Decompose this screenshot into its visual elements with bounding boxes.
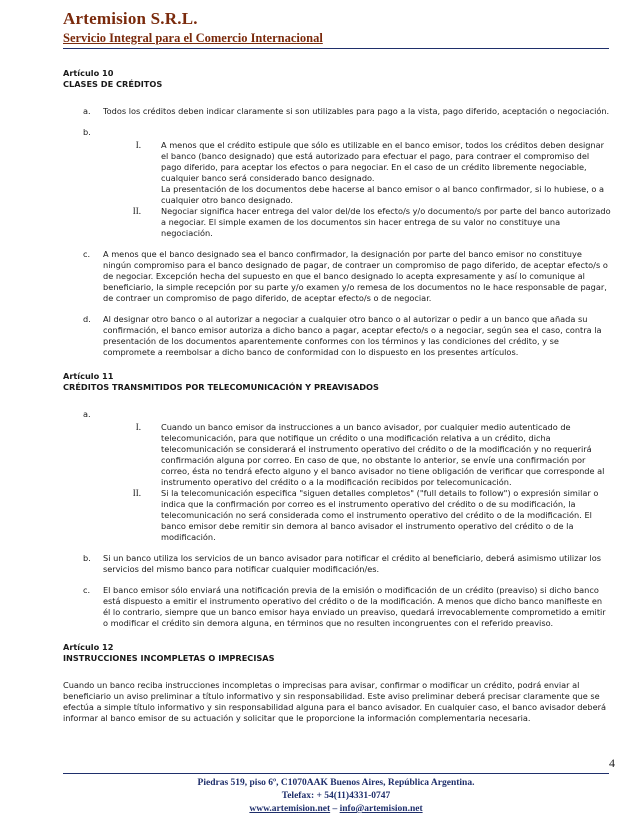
website-link[interactable]: www.artemision.net — [249, 804, 331, 814]
item-text: Si la telecomunicación especifica "siguen detalles completos" ("full details to follow") o expresión similar o indica que la confirmación por correo es el instrumento operativo del crédito o de su modificación, la telecomunicación no será considerada como el instrumento operativo del crédito o de la modificación. El banco emisor debe remitir sin demora al banco avisador el instrumento operativo del crédito o de la modificación. — [161, 488, 599, 542]
article-11-number: Artículo 11 — [63, 371, 114, 381]
footer-divider — [63, 773, 609, 774]
item-label: c. — [83, 249, 91, 259]
item-text-continued: La presentación de los documentos debe hacerse al banco emisor o al banco confirmador, si lo hubiese, o a cualquier otro banco designado. — [161, 184, 605, 205]
roman-label: I. — [135, 140, 141, 150]
page-number: 4 — [609, 756, 615, 770]
item-label: a. — [83, 409, 91, 419]
item-text: Si un banco utiliza los servicios de un banco avisador para notificar el crédito al beneficiario, deberá asimismo utilizar los servicios del mismo banco para notificar cualquier modificación/es. — [103, 553, 602, 574]
header-divider — [63, 48, 609, 49]
article-12-number: Artículo 12 — [63, 642, 114, 652]
article-10-item-c — [63, 249, 611, 304]
footer-phone: Telefax: + 54(11)4331-0747 — [281, 791, 391, 801]
article-11-item-a-ii — [103, 488, 611, 543]
article-10-number: Artículo 10 — [63, 68, 114, 78]
item-label: c. — [83, 585, 91, 595]
email-link[interactable]: info@artemision.net — [339, 804, 423, 814]
company-name: Artemision S.R.L. — [63, 9, 198, 28]
item-text: Cuando un banco emisor da instrucciones a un banco avisador, por cualquier medio autenticado de telecomunicación, para que notifique un crédito o una modificación relativa a un crédito, dicha telecomunicación se considerará el instrumento operativo del crédito o de la modificación y no requerirá confirmación alguna por correo. En caso de que, no obstante lo anterior, se envíe una confirmación por correo, ésta no tendrá efecto alguno y el banco avisador no tiene obligación de verificar que corresponde al instrumento operativo del crédito o a la modificación recibidos por telecomunicación. — [161, 422, 605, 487]
article-12-text: Cuando un banco reciba instrucciones incompletas o imprecisas para avisar, confirmar o modificar un crédito, podrá enviar al beneficiario un aviso preliminar a título informativo y sin responsabilidad. Este aviso preliminar deberá precisar claramente que se efectúa a simple título informativo y sin responsabilidad alguna para el banco avisador. En cualquier caso, el banco avisador deberá informar al banco emisor de su actuación y solicitar que le proporcione la información complementaria necesaria. — [63, 680, 607, 723]
article-10-item-b-i — [103, 140, 611, 206]
item-label: b. — [83, 127, 91, 137]
item-label: d. — [83, 314, 91, 324]
article-10-item-d — [63, 314, 611, 358]
article-11-item-b — [63, 553, 611, 575]
roman-label: II. — [132, 206, 141, 216]
document-body — [63, 68, 611, 724]
article-11-item-c — [63, 585, 611, 629]
footer-separator: – — [330, 804, 340, 814]
item-text: Al designar otro banco o al autorizar a negociar a cualquier otro banco o al autorizar o pedir a un banco que añada su confirmación, el banco emisor autoriza a dicho banco a pagar, aceptar efecto/s o a negociar, según sea el caso, contra la presentación de los documentos aparentemente conformes con los términos y las condiciones del crédito, y se compromete a reembolsar a dicho banco de conformidad con lo dispuesto en los presentes artículos. — [103, 314, 602, 357]
roman-label: I. — [135, 422, 141, 432]
company-subtitle: Servicio Integral para el Comercio Internacional — [63, 31, 323, 45]
item-text: El banco emisor sólo enviará una notificación previa de la emisión o modificación de un crédito (preaviso) si dicho banco está dispuesto a emitir el instrumento operativo del crédito o de la modificación. A menos que dicho banco manifieste en él lo contrario, siempre que un banco emisor haya enviado un preaviso, quedará irrevocablemente comprometido a emitir o modificar el crédito sin demora alguna, en términos que no resulten incongruentes con el referido preaviso. — [103, 585, 606, 628]
article-10-item-b — [63, 127, 611, 138]
item-text: Todos los créditos deben indicar claramente si son utilizables para pago a la vista, pago diferido, aceptación o negociación. — [103, 106, 610, 116]
roman-label: II. — [132, 488, 141, 498]
item-text: Negociar significa hacer entrega del valor del/de los efecto/s y/o documento/s por parte del banco autorizado a negociar. El simple examen de los documentos sin hacer entrega de su valor no constituye una negociación. — [161, 206, 611, 238]
article-12-title: INSTRUCCIONES INCOMPLETAS O IMPRECISAS — [63, 653, 275, 663]
item-label: a. — [83, 106, 91, 116]
footer-address: Piedras 519, piso 6º, C1070AAK Buenos Aires, República Argentina. — [197, 778, 475, 788]
article-10-title: CLASES DE CRÉDITOS — [63, 79, 163, 89]
article-10-item-b-ii — [103, 206, 611, 239]
item-text: A menos que el crédito estipule que sólo es utilizable en el banco emisor, todos los créditos deben designar el banco (banco designado) que está autorizado para efectuar el pago, para contraer el compromiso del pago diferido, para aceptar los efectos o para negociar. En el caso de un crédito libremente negociable, cualquier banco será considerado banco designado. — [161, 140, 605, 183]
article-11-item-a-i — [103, 422, 611, 488]
footer-links — [63, 804, 609, 814]
article-10-item-a — [63, 106, 611, 117]
item-text: A menos que el banco designado sea el banco confirmador, la designación por parte del banco emisor no constituye ningún compromiso para el banco designado de pagar, de contraer un compromiso de pago diferido, de aceptar efecto/s o de negociar. Excepción hecha del supuesto en que el banco designado lo acepta expresamente y así lo comunique al beneficiario, la simple recepción por su parte y/o examen y/o remesa de los documentos no le hace responsable de pagar, de contraer un compromiso de pago diferido, de aceptar efecto/s o de negociar. — [103, 249, 608, 303]
item-label: b. — [83, 553, 91, 563]
article-11-item-a — [63, 409, 611, 420]
article-11-title: CRÉDITOS TRANSMITIDOS POR TELECOMUNICACIÓN Y PREAVISADOS — [63, 382, 379, 392]
